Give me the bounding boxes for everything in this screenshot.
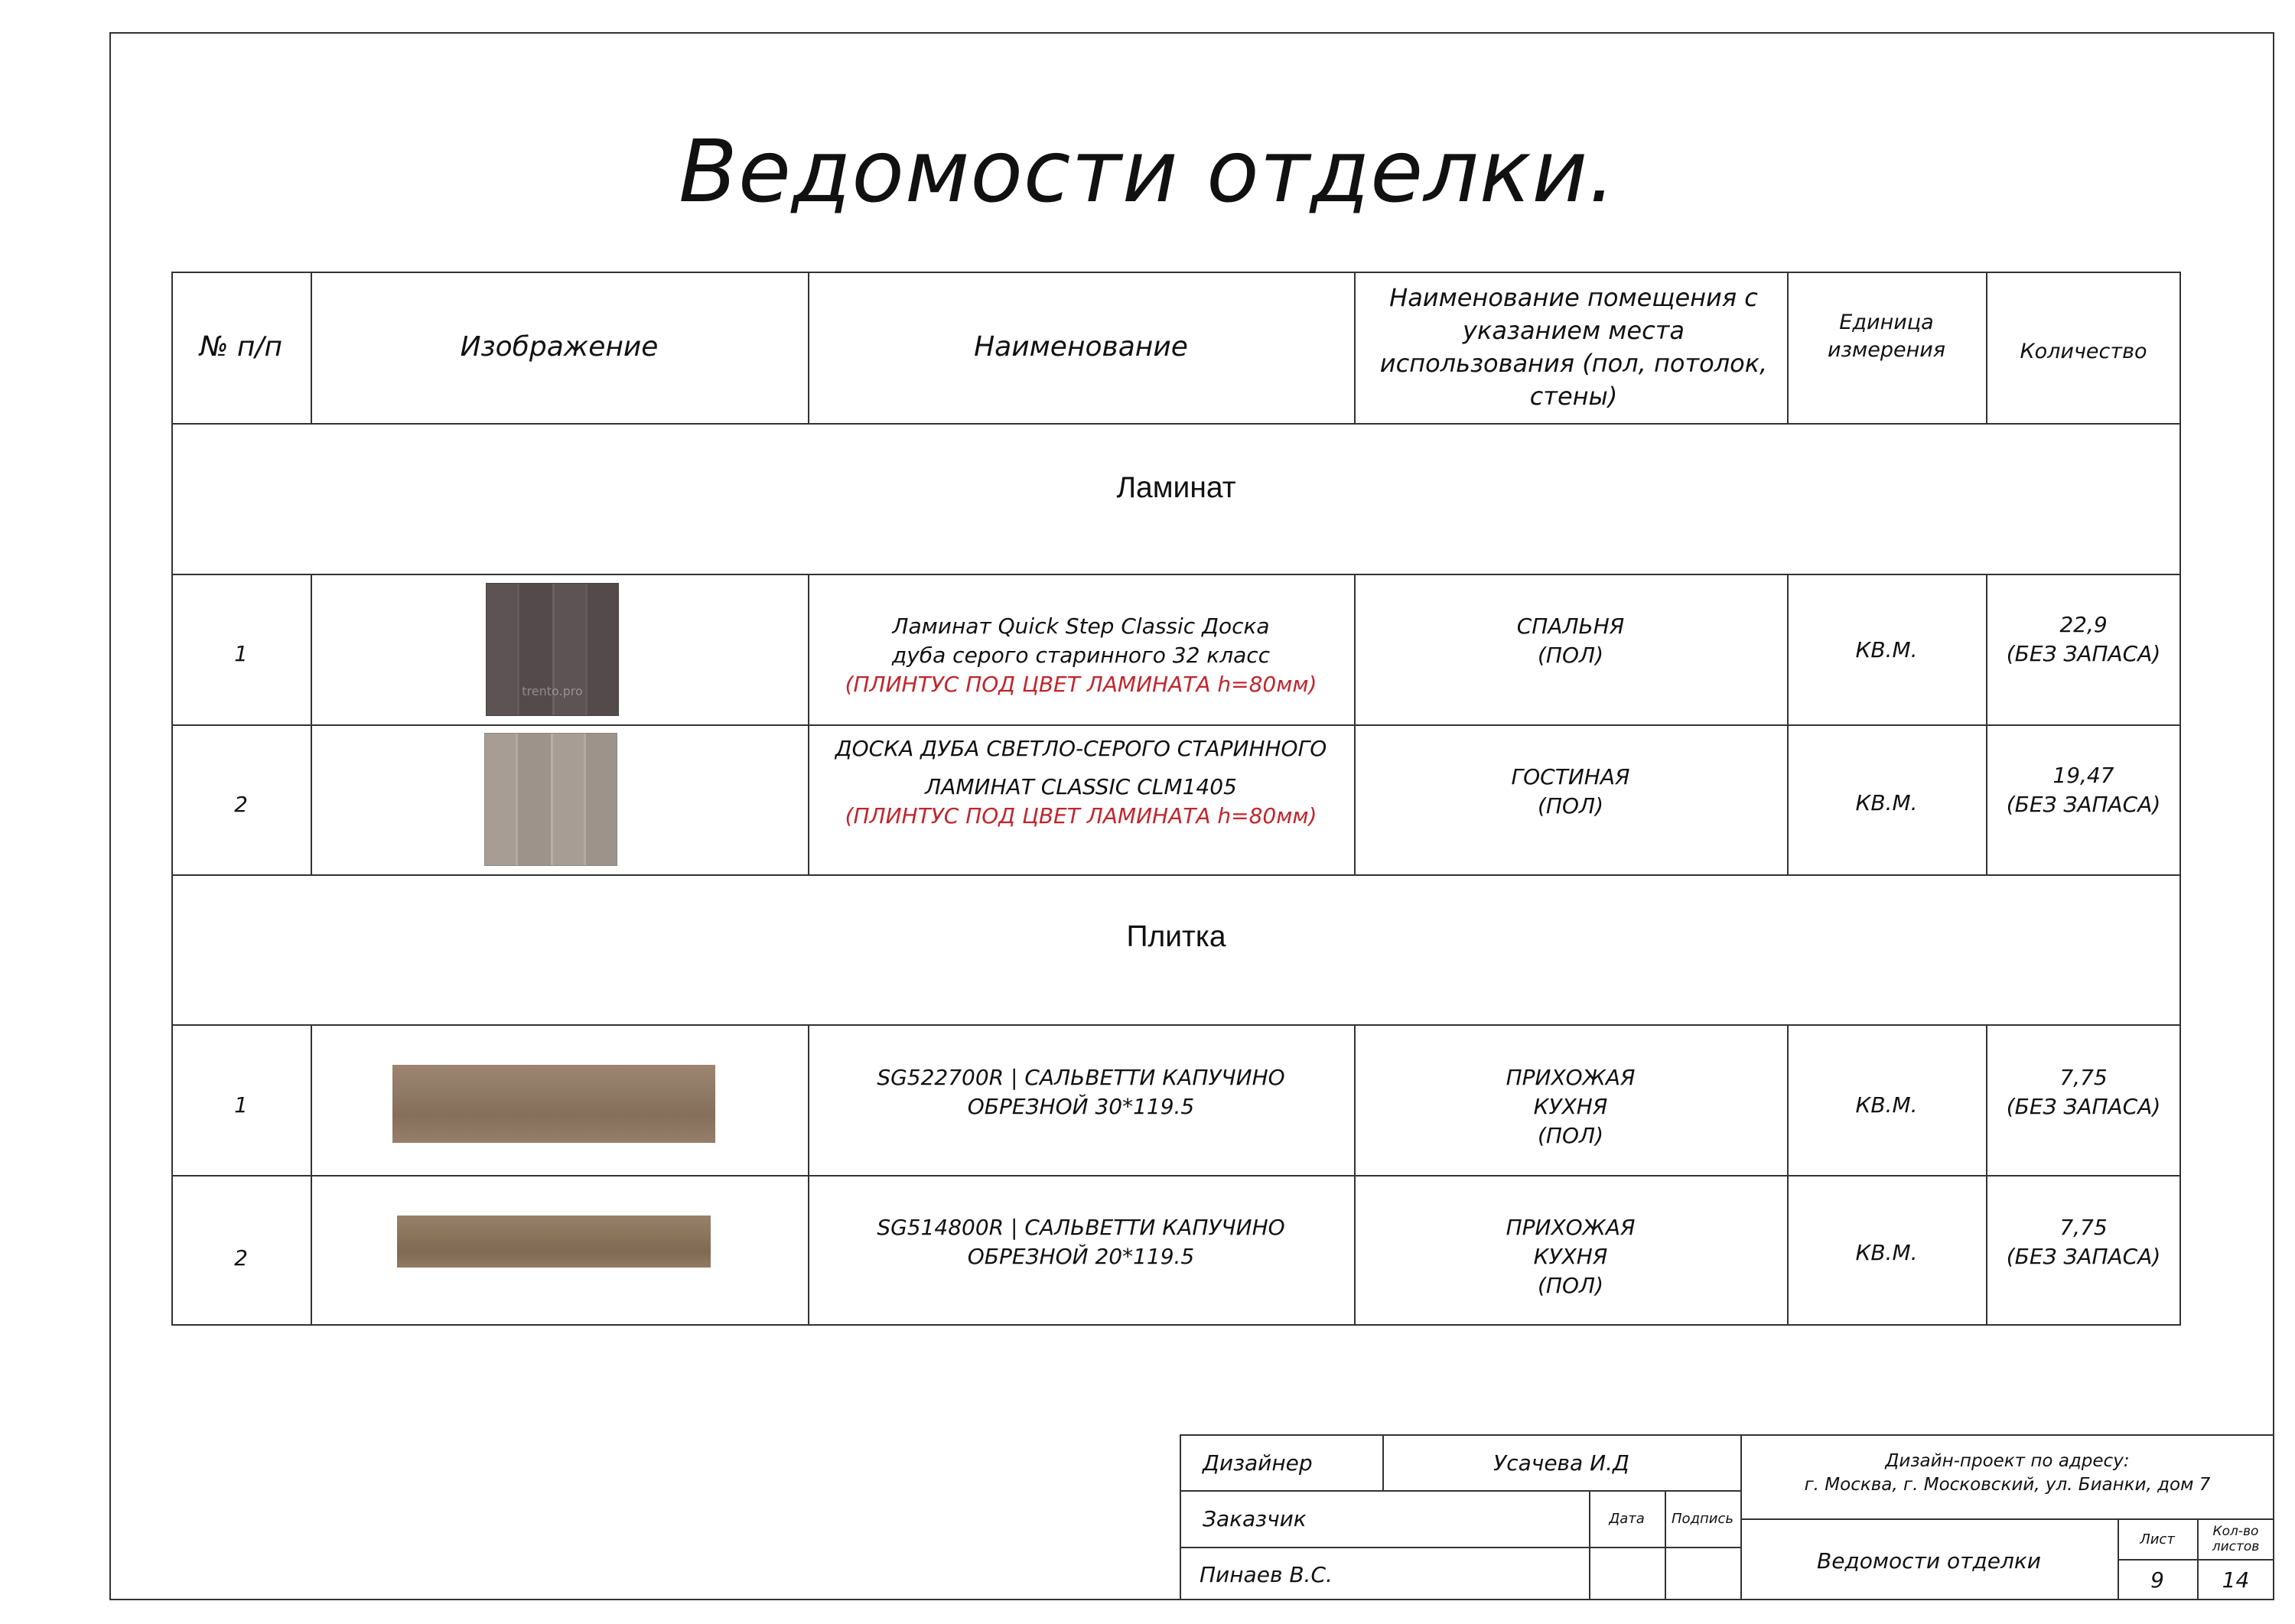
row-num: 1 bbox=[234, 1092, 248, 1118]
row-unit: КВ.М. bbox=[1855, 790, 1918, 816]
row-room-cell bbox=[1354, 763, 1787, 824]
table-row-divider bbox=[171, 1175, 2181, 1177]
row-unit: КВ.М. bbox=[1855, 1240, 1918, 1266]
row-name-line2: ЛАМИНАТ CLASSIC CLM1405 bbox=[925, 773, 1237, 799]
laminate-swatch-image bbox=[486, 583, 619, 716]
project-line1: Дизайн-проект по адресу: bbox=[1885, 1451, 2130, 1471]
row-name-cell bbox=[815, 1063, 1346, 1124]
table-row-divider bbox=[171, 724, 2181, 726]
row-qty: 7,75 bbox=[2059, 1215, 2108, 1240]
row-unit: КВ.М. bbox=[1855, 637, 1918, 663]
table-col-divider bbox=[1787, 574, 1789, 874]
row-room: ГОСТИНАЯ bbox=[1511, 764, 1630, 789]
header-image: Изображение bbox=[460, 330, 659, 363]
sheet-number: 9 bbox=[2150, 1567, 2164, 1593]
designer-name: Усачева И.Д bbox=[1493, 1450, 1629, 1476]
row-place: (ПОЛ) bbox=[1538, 1122, 1603, 1148]
table-col-divider bbox=[311, 1024, 312, 1326]
row-qty-note: (БЕЗ ЗАПАСА) bbox=[2006, 1093, 2161, 1119]
row-note: (ПЛИНТУС ПОД ЦВЕТ ЛАМИНАТА h=80мм) bbox=[845, 802, 1317, 828]
header-name: Наименование bbox=[974, 330, 1188, 363]
section-tile: Плитка bbox=[1126, 919, 1226, 953]
image-watermark: trento.pro bbox=[522, 684, 583, 698]
sheets-total: 14 bbox=[2222, 1567, 2250, 1593]
row-place: (ПОЛ) bbox=[1538, 1272, 1603, 1298]
row-room-cell bbox=[1354, 1063, 1787, 1151]
title-block-line bbox=[1180, 1490, 1740, 1492]
table-col-divider bbox=[808, 1024, 809, 1326]
row-num: 2 bbox=[234, 1245, 248, 1271]
table-col-divider bbox=[1354, 272, 1356, 423]
row-place: (ПОЛ) bbox=[1538, 642, 1603, 668]
row-qty-note: (БЕЗ ЗАПАСА) bbox=[2006, 791, 2161, 817]
date-label: Дата bbox=[1609, 1510, 1645, 1527]
row-name: SG522700R | САЛЬВЕТТИ КАПУЧИНО ОБРЕЗНОЙ 30*119.5 bbox=[877, 1065, 1285, 1119]
table-col-divider bbox=[1787, 272, 1789, 423]
row-qty-cell bbox=[1986, 761, 2181, 822]
project-address bbox=[1740, 1450, 2274, 1511]
row-room: СПАЛЬНЯ bbox=[1516, 613, 1625, 639]
row-note: (ПЛИНТУС ПОД ЦВЕТ ЛАМИНАТА h=80мм) bbox=[845, 671, 1317, 697]
row-room-1: ПРИХОЖАЯ bbox=[1506, 1215, 1636, 1240]
header-num: № п/п bbox=[199, 330, 283, 363]
title-block-line bbox=[1180, 1547, 1740, 1548]
tile-swatch-image bbox=[392, 1065, 715, 1143]
tile-swatch-image bbox=[397, 1216, 711, 1268]
row-name-cell bbox=[815, 1213, 1346, 1274]
row-room-2: КУХНЯ bbox=[1533, 1093, 1608, 1119]
section-laminate: Ламинат bbox=[1116, 470, 1236, 504]
table-col-divider bbox=[1787, 1024, 1789, 1326]
client-label: Заказчик bbox=[1203, 1505, 1307, 1531]
designer-label: Дизайнер bbox=[1203, 1450, 1313, 1476]
row-name: SG514800R | САЛЬВЕТТИ КАПУЧИНО ОБРЕЗНОЙ 20*119.5 bbox=[877, 1215, 1285, 1269]
sheet-label: Лист bbox=[2140, 1531, 2175, 1548]
row-qty-cell bbox=[1986, 1063, 2181, 1124]
row-name: Ламинат Quick Step Classic Доска дуба серого старинного 32 класс bbox=[891, 613, 1271, 668]
row-room-1: ПРИХОЖАЯ bbox=[1506, 1065, 1636, 1090]
row-unit: КВ.М. bbox=[1855, 1092, 1918, 1118]
table-col-divider bbox=[311, 574, 312, 874]
row-qty: 7,75 bbox=[2059, 1065, 2108, 1090]
sheets-count-label: Кол-во листов bbox=[2212, 1523, 2260, 1554]
row-room-cell bbox=[1354, 612, 1787, 673]
row-name-cell bbox=[815, 734, 1346, 841]
row-qty-cell bbox=[1986, 610, 2181, 672]
row-name-line1: ДОСКА ДУБА СВЕТЛО-СЕРОГО СТАРИННОГО bbox=[835, 736, 1327, 761]
row-room-2: КУХНЯ bbox=[1533, 1243, 1608, 1269]
row-qty-cell bbox=[1986, 1213, 2181, 1274]
row-qty-note: (БЕЗ ЗАПАСА) bbox=[2006, 1243, 2161, 1269]
page-title: Ведомости отделки. bbox=[679, 122, 1616, 222]
row-room-cell bbox=[1354, 1213, 1787, 1301]
row-num: 2 bbox=[234, 792, 248, 818]
table-row-divider bbox=[171, 1024, 2181, 1026]
header-room: Наименование помещения с указанием места использования (пол, потолок, стены) bbox=[1379, 282, 1768, 412]
title-block-line bbox=[1740, 1518, 2274, 1520]
row-place: (ПОЛ) bbox=[1538, 792, 1603, 819]
table-col-divider bbox=[808, 574, 809, 874]
project-line2: г. Москва, г. Московский, ул. Бианки, дом 7 bbox=[1804, 1475, 2211, 1495]
row-name-cell bbox=[815, 612, 1346, 696]
row-qty: 19,47 bbox=[2052, 763, 2114, 788]
header-unit: Единица измерения bbox=[1827, 310, 1946, 362]
laminate-swatch-image bbox=[484, 733, 617, 866]
header-qty: Количество bbox=[2020, 339, 2147, 363]
sheet-title: Ведомости отделки bbox=[1816, 1548, 2041, 1574]
row-qty: 22,9 bbox=[2059, 612, 2108, 637]
row-qty-note: (БЕЗ ЗАПАСА) bbox=[2006, 640, 2161, 666]
client-name: Пинаев В.С. bbox=[1200, 1561, 1333, 1587]
table-row-divider bbox=[171, 574, 2181, 575]
row-num: 1 bbox=[234, 641, 248, 667]
signature-label: Подпись bbox=[1672, 1510, 1733, 1527]
